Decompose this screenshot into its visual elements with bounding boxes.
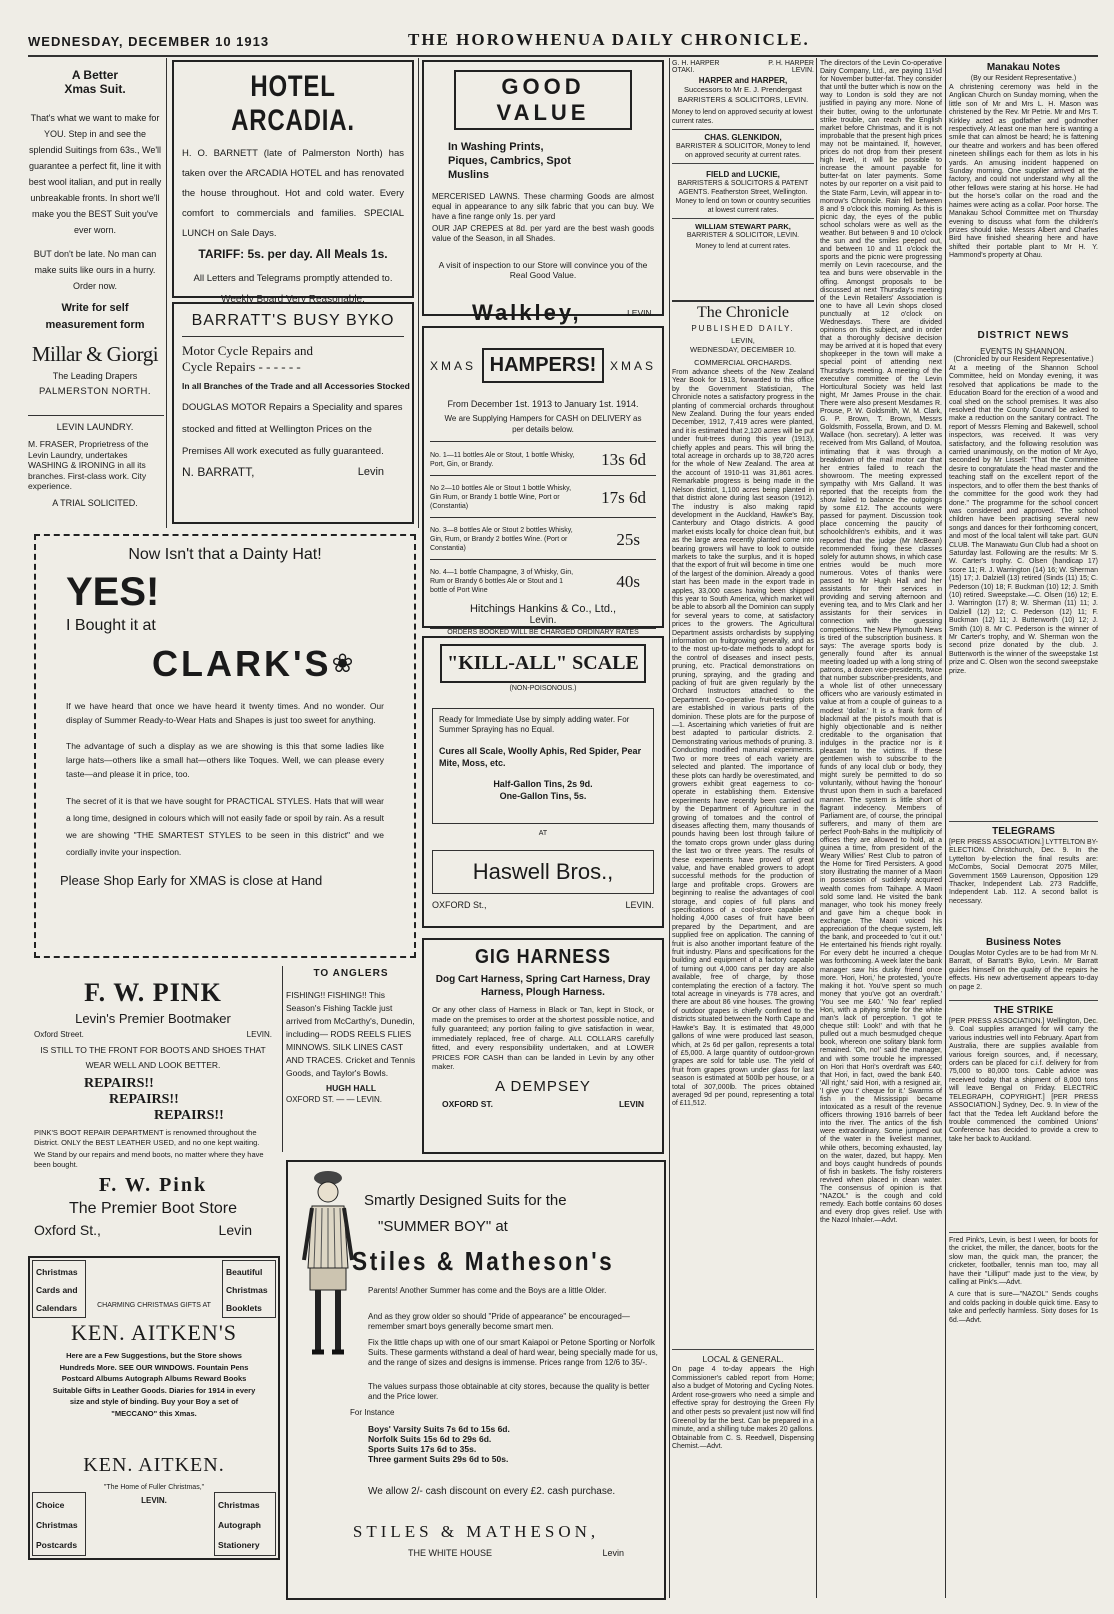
clarks-p2: The advantage of such a display as we are showing is this that some ladies like large hats—others like a small hat—others like Toques. Well, we can please every taste—and please it in price, too. xyxy=(66,741,384,779)
divider xyxy=(28,415,164,416)
column-rule xyxy=(816,58,817,1598)
aitken-bl-box xyxy=(32,1492,86,1556)
killall-town: LEVIN. xyxy=(625,900,654,910)
editorial-column xyxy=(672,304,814,1598)
millar-heading: A Better xyxy=(71,68,119,82)
stiles-ad xyxy=(286,1160,666,1600)
lawyers-name1: HARPER and HARPER, xyxy=(698,76,788,85)
arcadia-body: H. O. BARNETT (late of Palmerston North) has taken over the ARCADIA HOTEL and has renovated the house throughout. Hot and cold water. Every comfort to commercials and families. SPECIAL LUNCH on Sale Days. xyxy=(182,148,404,239)
goodvalue-name: Walkley, xyxy=(472,300,582,325)
pink-street: Oxford Street. xyxy=(34,1030,84,1039)
hampers-no3: No. 3—8 bottles Ale or Stout 2 bottles Whisky, Gin, Rum, or Brandy 2 bottles Wine. (Port or Constantia) xyxy=(430,527,573,552)
laundry-trial: A TRIAL SOLICITED. xyxy=(52,497,138,508)
barratt-l3: In all Branches of the Trade and all Accessories Stocked xyxy=(182,381,410,391)
gig-name: A DEMPSEY xyxy=(495,1077,591,1095)
manakau-sub: (By our Resident Representative.) xyxy=(970,75,1077,82)
aitken-r2: Christmas xyxy=(226,1285,268,1295)
hampers-supply: We are Supplying Hampers for CASH on DELIVERY as per details below. xyxy=(444,414,642,434)
boy-legs xyxy=(318,1290,338,1350)
col4-body: The directors of the Levin Co-operative Dairy Company, Ltd., are paying 11½d for November butter-fat. They consider that until the butter which is now on the way to London is sold they are not justified in paying any more. None of their butter, owing to the unfortunate strike trouble, can reach the English market before Christmas, and it is not improbable that the present high prices may not be maintained. If, however, prices do not drop from their present high level, it will be possible to increase the amount payable for butter-fat on later payments. Some notes by our reporter on a visit paid to the State Farm, Levin, will appear in to-morrow's Chronicle. Rain fell between 8 and 9 o'clock this morning. As this is picnic day, the eyes of the public school scholars were as well as the weather. But between 9 and 10 o'clock the sun and the smiles peeped out, and between 10 and 11 o'clock the sports and the picnic were progressing merrily on Levin racecourse, and the tea and buns were observable in the offing. Amongst proposals to be discussed at next Thursday's meeting of the Levin Retailers' Association is one to have all Levin shops closed punctually at 12 o'clock on Wednesdays. There are divided opinions on this subject, and in order that a thoroughly decisive decision may be arrived at it is hoped that every shopkeeper in the town will make a special point of attending next Thursday's meeting. A meeting of the executive committee of the Levin Horticultural Society was held last night, Mr James Prouse in the chair. There were also present Mesdames R. Prouse, P. W. Goldsmith, W. M. Clark, G. P. Brown, T. Brown, Messrs Goldsmith, Fossella, Brown, and D. M. Wallace (hon. secretary). A letter was received from Mrs Galland, of Moutoa, intimating that it was through a breakdown of the mail motor car that her entries failed to reach the showroom. The meeting expressed sympathy with Mrs Galland. It was reported that the receipts from the show failed to balance the outgoings by some £12. The accounts were passed for payment. Discussion took place concerning the paucity of schoolchildren's exhibits, and it was reported that the judge (Mr McBean) recommended fixing these classes solely for autumn shows, in which case entries would be much more numerous. Votes of thanks were passed to Mr Hugh Hall and her assistants for their services in providing and serving afternoon and evening tea, and to Mrs Clark and her assistants for their services in connection with the guessing competitions. The New Plymouth News is tired of the subscription business. It says: The average sports body is generally found after its annual meeting loaded up with a long string of patrons, a dozen vice-presidents, twice that number subscriber-presidents, and a whole list of other unnecessary officers who are variously estimated in value at from a couple of guineas to a modest 'dollar.' It is a frank form of blackmail at the pistol's mouth that is highly objectionable and is neither creditable to the organisation that indulges in the practice nor is it pleasant to the victims. If these gentlemen wish to subscribe to the funds of any local club or body, they might surely be permitted to do so voluntarily, without having the 'honour' thrust upon them in such a barefaced manner. The system is little short of flagrant indecency. Members of Parliament are, of course, the principal sufferers, and many of them are perfect Pooh-Bahs in the multiplicity of offices they are allowed to hold, at a guinea a time, from president of the Weary Willies' Rest Club to patron of the Home for Tired Persisters. A good story illustrating the manner of a Maori in possession of suddenly acquired wealth comes from Taihape. A Maori sold some land. He visited the bank manager, who took his money freely and gave him a cheque book in exchange. The Maori voiced his appreciation of the cheque system, left the bank, and proceeded to 'cut it out.' He entertained his friends right royally. For every debt he incurred a cheque was forthcoming. A week later the bank manager saw his dusky friend once more. 'Hori, Hori,' he protested, 'you're making it hot. You've spent so much money that you've got an overdraft.' 'You see me £40.' 'No fear' replied Hori, with a pitying smile for the white man's lack of perception. 'I got te cheque still: Look!' and with that he pulled out a much besmudged cheque book, whereon one solitary blank form remained. 'Oh, no!' said the manager, and with some trouble he impressed on Hori that Hori's overdraft was £40; that Hori, in fact, owed the bank £40. 'All right,' said Hori, with a resigned air, 'I give you t' cheque for it.' Swarms of fish in the Mississippi became intoxicated as a result of the revenue officers throwing 1916 barrels of beer into the river. The antics of the fish were extraordinary. Some jumped out of the water in the liveliest manner, while others, becoming exhausted, lay on the water, dazed, but happy. Men and boys caught hundreds of pounds of fish in baskets. The fishy roisterers revived when placed in clean water. The consensus of opinion is that "NAZOL" is the cough and cold remedy. Each bottle contains 60 doses and every drop gives relief. Use with the Nazol Inhaler.—Advt. xyxy=(820,60,942,1225)
aitken-r1: Beautiful xyxy=(226,1267,263,1277)
goodvalue-jap: OUR JAP CREPES at 8d. per yard are the best wash goods value of the Season, in all Shades. xyxy=(432,224,654,243)
aitken-tl-box xyxy=(32,1260,86,1318)
district-events: EVENTS IN SHANNON. xyxy=(980,347,1067,356)
pink-ad xyxy=(28,966,278,1250)
biz-body: Douglas Motor Cycles are to be had from Mr N. Barratt, of Barratt's Byko, Levin. Mr Barratt guides himself on the quality of the repairs he effects. His new advertisement appears to-day on page 2. xyxy=(949,950,1098,991)
hampers-xmas-left: XMAS xyxy=(430,358,477,373)
masthead-title: THE HOROWHENUA DAILY CHRONICLE. xyxy=(408,30,810,49)
goodvalue-items: In Washing Prints, Piques, Cambrics, Spot Muslins xyxy=(448,141,571,181)
barratt-l2: Cycle Repairs - - - - - - xyxy=(182,359,301,374)
millar-body: That's what we want to make for YOU. Step in and see the splendid Suitings from 63s., We'll guarantee a perfect fit, line it with best wool italian, and put in really unbreakable fronts. In short we'll make you the BEST Suit you've ever worn. xyxy=(28,113,162,235)
district-column xyxy=(949,60,1098,1598)
arcadia-board: Weekly Board Very Reasonable. xyxy=(221,294,365,305)
gig-title: GIG HARNESS xyxy=(475,946,611,968)
lawyers-name4: WILLIAM STEWART PARK, xyxy=(695,222,791,231)
biz-title: Business Notes xyxy=(985,937,1062,948)
clarks-foot: Please Shop Early for XMAS is close at Hand xyxy=(60,873,323,888)
laundry-title: LEVIN LAUNDRY. xyxy=(56,422,134,433)
chron-body: From advance sheets of the New Zealand Year Book for 1913, forwarded to this office by the Government Statistician, The Chronicle notes a satisfactory progress in the planting of commercial orchards throughout New Zealand. During the four years ended December, 1912, 7,419 acres were planted, and it is estimated that 2,120 acres will be put under fruit-trees during this year (1913), chiefly apples and pears. This will bring the total acreage in orchards up to 38,720 acres for the whole of New Zealand. The area at the account of 1910-11 was 31,861 acres. Remarkable progress is being made in the Nelson district, 1,100 acres being planted in that district alone during last season (1912). The industry is also making rapid development in the Auckland, Hawke's Bay, Canterbury and Otago districts. A good market exists locally for choice clean fruit, but as the large area recently planted come into bearing growers will have to look to outside markets to take the surplus, and it is hoped that the export of fruit will become in time one of the largest of the dominion. Already a good start has been made in the export trade in apples, 33,000 cases having been shipped this year to South America, which market will be able to absorb all the Dominion can supply for several years to come, at satisfactory prices to the growers. The Agricultural Department assists orchardists by supplying information on fruitgrowing generally, and as to the most up-to-date methods to adopt for the control of diseases and insect pests, pruning, etc. Practical demonstrations on pruning, spraying, and the grading and packing of fruit are given regularly by the Orchard Instructors attached to the Department. Co-operative fruit-testing plots are established in various parts of the dominion. These plots are for the purpose of—1. Ascertaining which varieties of fruit are best adapted to particular districts. 2. Demonstrating various methods of pruning. 3. Conducting modified manurial experiments. Two or more trees of each variety are selected and planted. The importance of these plots can hardly be overestimated, and growers exhibit great eagerness to co-operate in establishing them. Extensive experiments have recently been carried out by the Department of Agriculture in the growing of tomatoes and the control of diseases affecting them, many thousands of pounds having been lost through failure of the tomato crops grown under glass during the last two or three years. The results of these experiments have proved of great value, and have enabled growers to adopt successful methods for the production of large and profitable crops. Growers are beginning to realise the advantages of cool storage, and copies of full plans and specifications of a cool-store capable of holding 4,000 cases of fruit have been prepared by the Department, and are supplied free on application. The canning of fruit is also another important feature of the fruit industry. Plans and specifications for the building and equipment of a factory capable of turning out 4,000 cans per day are also available, free of charge, by those contemplating the erection of a factory. The total acreage in vineyards is 778 acres, and there are about 86 vine houses. The growing of outdoor grapes is chiefly confined to the districts situated between the North Cape and Hawke's Bay. It is estimated that 49,000 gallons of wine were produced last season, which, at 2s 6d per gallon, represents a total of £5,000. A large quantity of outdoor-grown grapes are sold for table use. The yield of fruit from grapes grown under glass for last season is estimated at 500lb per house, or a total of 307,000lb. The prices obtained averaged 9d per pound, representing a total of £11,512. xyxy=(672,369,814,1108)
stiles-s4: Three garment Suits 29s 6d to 50s. xyxy=(368,1454,509,1464)
hampers-dates: From December 1st. 1913 to January 1st. 1914. xyxy=(447,399,639,409)
killall-name: Haswell Bros., xyxy=(432,850,654,894)
millar-town: PALMERSTON NORTH. xyxy=(39,386,151,397)
masthead-date: WEDNESDAY, DECEMBER 10 1913 xyxy=(28,34,270,49)
aitken-br1: Christmas xyxy=(218,1500,260,1510)
column-rule xyxy=(418,58,419,528)
strike-body: [PER PRESS ASSOCIATION.] Wellington, Dec. 9. Coal supplies arranged for will carry the various industries well into February. Apart from Australia, there are supplies available from various foreign sources, and, if necessary, orders can be placed for c.i.f. delivery for from 75,000 to 80,000 tons. Cable advice was received today that a shipment of 8,000 tons will leave Bengal on Friday. ELECTRIC TELEGRAPH, COPYRIGHT.] [PER PRESS ASSOCIATION.] Sydney, Dec. 9. In view of the fact that the Tedea left Auckland before the trouble commenced the combined Unions' Conference has decided to provide a crew to take her back to Auckland. xyxy=(949,1018,1098,1143)
stiles-p1: Parents! Another Summer has come and the Boys are a little Older. xyxy=(368,1286,607,1295)
masthead xyxy=(28,28,1098,52)
killall-at: AT xyxy=(538,830,548,837)
stiles-head2: "SUMMER BOY" at xyxy=(378,1218,508,1235)
lawyers-name3: FIELD and LUCKIE, xyxy=(706,170,780,179)
boy-head xyxy=(318,1182,338,1202)
clarks-ad xyxy=(34,534,416,958)
millar-sub: The Leading Drapers xyxy=(52,371,138,381)
district-events-sub: (Chronicled by our Resident Representative.) xyxy=(953,356,1094,363)
anglers-addr: OXFORD ST. — — LEVIN. xyxy=(286,1095,383,1104)
stiles-p2: And as they grow older so should "Pride of appearance" be encouraged—remember smart boys generally become smart men. xyxy=(368,1312,630,1331)
anglers-name: HUGH HALL xyxy=(325,1083,377,1093)
aitken-br3: Stationery xyxy=(218,1540,260,1550)
pink-sub: Levin's Premier Bootmaker xyxy=(75,1011,231,1026)
killall-body: Ready for Immediate Use by simply adding water. For Summer Spraying has no Equal. xyxy=(439,715,630,734)
aitken-l2: Cards and xyxy=(36,1285,78,1295)
goodvalue-mercer: MERCERISED LAWNS. These charming Goods are almost equal in appearance to any silk fabric that you can buy. We have a fine range only 1s. per yard xyxy=(432,192,654,221)
laundry-body: M. FRASER, Proprietress of the Levin Laundry, undertakes WASHING & IRONING in all its branches. First-class work. City experience. xyxy=(28,439,149,491)
arcadia-letters: All Letters and Telegrams promptly attended to. xyxy=(193,273,393,284)
pink-stand: We Stand by our repairs and mend boots, no matter where they have been bought. xyxy=(34,1150,264,1169)
stiles-head1: Smartly Designed Suits for the xyxy=(364,1192,567,1209)
aitken-levin: LEVIN. xyxy=(141,1496,167,1505)
millar-subheading: Xmas Suit. xyxy=(64,82,126,96)
lawyers-name2: CHAS. GLENKIDON, xyxy=(704,133,782,142)
masthead-rule xyxy=(28,55,1098,57)
column-rule xyxy=(945,58,946,1598)
lawyers-money4: Money to lend at current rates. xyxy=(695,243,791,250)
fred-pink-advt: Fred Pink's, Levin, is best I ween, for boots for the cricket, the miller, the dancer, boots for the slow man, the quick man, the prancer; the cricketer, footballer, tennis man too, may all have their "Lilliput" made just to the view, by calling at Pink's.—Advt. xyxy=(949,1232,1098,1287)
pink-store: The Premier Boot Store xyxy=(68,1200,238,1217)
lawyers-body3: BARRISTERS & SOLICITORS & PATENT AGENTS. Featherston Street, Wellington. Money to lend on town or country securities at lowest current rates. xyxy=(672,179,814,219)
millar-giorgi-ad xyxy=(28,60,162,412)
clarks-yes: YES! xyxy=(66,570,160,614)
column-rule xyxy=(166,58,167,528)
anglers-ad xyxy=(286,966,416,1114)
aitken-bl2: Christmas xyxy=(36,1520,78,1530)
aitken-name: KEN. AITKEN'S xyxy=(70,1320,238,1345)
stiles-s3: Sports Suits 17s 6d to 35s. xyxy=(368,1444,477,1454)
gig-body: Or any other class of Harness in Black or Tan, kept in Stock, or made on the premises to order at the shortest possible notice, and fully guaranteed; any portion failing to give satisfaction in wear, immediately replaced, free of charge. ALL COLLARS carefully fitted, and every responsibility undertaken, and at LOWER PRICES FOR CASH than can be landed in Levin by any other maker. xyxy=(432,1005,654,1071)
aitken-lines: Here are a Few Suggestions, but the Store shows Hundreds More. SEE OUR WINDOWS. Fountain Pens Postcard Albums Autograph Albums Reward Books Suitable Gifts in Leather Goods. Diaries for 1914 in every size and style of binding. Buy your Boy a set of "MECCANO" this Xmas. xyxy=(52,1351,256,1418)
stiles-s1: Boys' Varsity Suits 7s 6d to 15s 6d. xyxy=(368,1424,510,1434)
lawyer-levin: LEVIN. xyxy=(791,67,814,74)
aitken-ad xyxy=(28,1256,280,1560)
barratt-ad xyxy=(172,302,414,524)
chron-date: WEDNESDAY, DECEMBER 10. xyxy=(690,345,796,354)
killall-one: One-Gallon Tins, 5s. xyxy=(499,791,587,801)
killall-ad xyxy=(422,636,664,928)
aitken-l1: Christmas xyxy=(36,1267,78,1277)
killall-sub: (NON-POISONOUS.) xyxy=(509,685,577,692)
goodvalue-visit: A visit of inspection to our Store will convince you of the Real Good Value. xyxy=(438,260,648,280)
aitken-head: CHARMING CHRISTMAS GIFTS AT xyxy=(97,1302,211,1309)
gig-street: OXFORD ST. xyxy=(442,1098,494,1109)
chron-pub: PUBLISHED DAILY. xyxy=(691,324,795,333)
clarks-p3: The secret of it is that we have sought for PRACTICAL STYLES. Hats that will wear a long time, designed in colours which will not easily fade or spoil by rain. As a result we are showing "THE SMARTEST STYLES to be seen in this district" and we cordially invite your inspection. xyxy=(66,796,384,857)
gig-harness-ad xyxy=(422,938,664,1154)
pink-levin: Levin xyxy=(218,1222,252,1238)
barratt-body: DOUGLAS MOTOR Repairs a Speciality and spares stocked and fitted at Wellington Prices on the Premises All work executed as fully guaranteed. xyxy=(182,402,403,457)
barratt-name: N. BARRATT, xyxy=(182,465,255,479)
lawyers-money1: Money to lend on approved security at lowest current rates. xyxy=(672,108,814,130)
column-rule xyxy=(282,966,283,1152)
hampers-ad xyxy=(422,326,664,636)
hampers-p3: 25s xyxy=(616,529,640,549)
nazol-advt: A cure that is sure—"NAZOL" Sends coughs and colds packing in double quick time. Easy to take and perfectly harmless. Sixty doses for 1s 6d.—Advt. xyxy=(949,1291,1098,1324)
pink-rep2: REPAIRS!! xyxy=(109,1092,179,1107)
anglers-title: TO ANGLERS xyxy=(313,968,389,979)
pink-dept: PINK'S BOOT REPAIR DEPARTMENT is renowned throughout the District. ONLY the BEST LEATHER USED, and no one kept waiting. xyxy=(34,1128,260,1147)
barratt-town: Levin xyxy=(357,466,384,478)
aitken-bl1: Choice xyxy=(36,1500,65,1510)
aitken-br2: Autograph xyxy=(218,1520,261,1530)
millar-name: Millar & Giorgi xyxy=(31,342,159,366)
killall-cures: Cures all Scale, Woolly Aphis, Red Spider, Pear Mite, Moss, etc. xyxy=(439,746,642,768)
manakau-body: A christening ceremony was held in the Anglican Church on Sunday morning, when the little son of Mr and Mrs L. H. Mason was christened by the Rev. Mr Petrie. Mr and Mrs T. Kirkley acted as godfather and godmother respectively. At least one man here is wanting a smile that can almost be heard; he is fattening our theatre and workers and has been offered nineteen shillings each for them as lots in his yards. An amusing incident happened on Sunday morning. One supplier arrived at the factory, and could not understand why all the other fellows were staring at his horse. He had but the horse's collar on the road and the haimes were acting as a collar. Poor horse. The Manakau School Committee met on Thursday evening to discuss what form the children's prizes should take. Messrs Albert and Charles Bird have finished shearing here and have shifted their portable plant to Mr H. Y. Hammond's property at Ohau. xyxy=(949,84,1098,260)
hotel-arcadia-ad xyxy=(172,60,414,305)
barratt-l1: Motor Cycle Repairs and xyxy=(182,343,314,358)
aitken-l3: Calendars xyxy=(36,1303,78,1313)
stiles-foot: STILES & MATHESON, xyxy=(352,1522,600,1541)
chron-town: LEVIN, xyxy=(731,336,755,345)
pink-rep1: REPAIRS!! xyxy=(84,1076,154,1091)
lawyer-otaki: OTAKI. xyxy=(672,67,695,74)
pink-town: LEVIN. xyxy=(246,1030,272,1039)
killall-half: Half-Gallon Tins, 2s 9d. xyxy=(493,779,593,789)
anglers-body: FISHING!! FISHING!! This Season's Fishing Tackle just arrived from McCarthy's, Dunedin, including— RODS REELS FLIES MINNOWS. SILK LINES CAST AND TRACES. Cricket and Tennis Goods, and Taylor's Bowls. xyxy=(286,990,416,1078)
chron-title: The Chronicle xyxy=(697,304,789,321)
chron-local: LOCAL & GENERAL. xyxy=(672,1349,814,1364)
pink-oxford: Oxford St., xyxy=(34,1222,101,1238)
lawyers-body2: BARRISTER & SOLICITOR, Money to lend on approved security at current rates. xyxy=(672,142,814,164)
clarks-top: Now Isn't that a Dainty Hat! xyxy=(128,546,322,563)
aitken-tr-box xyxy=(222,1260,276,1318)
millar-body2: BUT don't be late. No man can make suits like ours in a hurry. Order now. xyxy=(33,249,157,291)
column-rule xyxy=(669,58,670,1598)
stiles-name: Stiles & Matheson's xyxy=(352,1246,615,1276)
arcadia-tariff: TARIFF: 5s. per day. All Meals 1s. xyxy=(198,247,388,261)
pink-name: F. W. PINK xyxy=(84,978,222,1007)
hampers-no1: No. 1—11 bottles Ale or Stout, 1 bottle Whisky, Port, Gin, or Brandy. xyxy=(430,451,575,468)
lawyer-p: P. H. HARPER xyxy=(768,60,814,67)
lawyers-column xyxy=(672,60,814,298)
clarks-name: CLARK'S xyxy=(152,643,332,684)
gig-town: LEVIN xyxy=(618,1098,644,1109)
hampers-xmas-right: XMAS xyxy=(609,358,656,373)
stiles-p3: Fix the little chaps up with one of our smart Kaiapoi or Petone Sporting or Norfolk Suits. These garments withstand a deal of hard wear, being specially made for us, and the range of sizes and designs is immense. Prices range from 12/6 to 35/-. xyxy=(368,1338,658,1367)
killall-title: "KILL-ALL" SCALE xyxy=(440,644,646,683)
goodvalue-title: GOOD VALUE xyxy=(454,70,632,130)
hampers-no4: No. 4—1 bottle Champagne, 3 of Whisky, Gin, Rum or Brandy 6 bottles Ale or Stout and 1 bottle of Port Wine xyxy=(430,569,574,594)
gig-sub: Dog Cart Harness, Spring Cart Harness, Dray Harness, Plough Harness. xyxy=(435,974,651,998)
stiles-for: For Instance xyxy=(350,1408,395,1417)
stiles-town: Levin xyxy=(602,1548,624,1558)
pink-rep3: REPAIRS!! xyxy=(154,1108,224,1123)
lawyer-g: G. H. HARPER xyxy=(672,60,720,67)
hampers-name: Hitchings Hankins & Co., Ltd., xyxy=(469,603,617,615)
boy-shorts xyxy=(310,1268,346,1290)
stiles-s2: Norfolk Suits 15s 6d to 29s 6d. xyxy=(368,1434,492,1444)
stiles-house: THE WHITE HOUSE xyxy=(408,1548,493,1558)
hampers-no2: No 2—10 bottles Ale or Stout 1 bottle Whisky, Gin Rum, or Brandy 1 bottle Wine, Port or (Constantia) xyxy=(430,485,572,510)
goodvalue-town: LEVIN. xyxy=(627,308,654,318)
aitken-name2: KEN. AITKEN. xyxy=(83,1454,225,1476)
hampers-p2: 17s 6d xyxy=(601,487,646,507)
tele-title: TELEGRAMS xyxy=(949,821,1098,837)
aitken-home: "The Home of Fuller Christmas," xyxy=(103,1484,205,1491)
tele-body: [PER PRESS ASSOCIATION.] LYTTELTON BY-ELECTION. Christchurch, Dec. 9. In the Lyttelton by-election the final results are: McCombs, Social Democrat 2075 Miller, Government 1569 Laurenson, Opposition 129 Thacker, Independent Lab. 273 Radcliffe, Independent Lab. 112. A second ballot is necessary. xyxy=(949,839,1098,905)
hampers-p1: 13s 6d xyxy=(601,449,646,469)
laundry-ad xyxy=(28,420,162,520)
clarks-p1: If we have heard that once we have heard it twenty times. And no wonder. Our display of Summer Ready-to-Wear Hats and Shapes is just too sweet for anything. xyxy=(66,701,384,725)
hampers-foot: ORDERS BOOKED WILL BE CHARGED ORDINARY RATES xyxy=(430,628,656,636)
lawyers-body4: BARRISTER & SOLICITOR, LEVIN. xyxy=(686,232,800,239)
chron-local-body: On page 4 to-day appears the High Commissioner's cabled report from Home; also a budget of Motoring and Cycling Notes. Ardent rose-growers who need a simple and effective spray for destroying the Green Fly and other pests so prevalent just now will find Greenol by far the best. Can be prepared in a minute, and a shilling tube makes 20 gallons. Obtainable from C. S. Reedwell, Dispensing Chemist.—Advt. xyxy=(672,1366,814,1451)
killall-street: OXFORD St., xyxy=(432,900,487,910)
lawyers-body1: Successors to Mr E. J. Prendergast BARRISTERS & SOLICITORS, LEVIN. xyxy=(677,85,809,104)
district-body: At a meeting of the Shannon School Committee, held on Monday evening, it was resolved that applications be made to the Education Board for the erection of a wood and coal shed on the school premises. It was also resolved that the County Council be asked to make a reduction on the sanitary contract. The report of Messrs Fleming and Bakewell, school inspectors, was received. It was very satisfactory, and the following resolution was carried unanimously, on the motion of Mr Ayo, seconded by Mr Lissell: "That the Committee desire to congratulate the head master and the teaching staff on the excellent report of the inspectors, and to offer them the best thanks of the committee for the good work they had done." The programme for the school concert was considered and approved. The school children have been practising several new songs and dances for their forthcoming concert, and most of the local talent will take part. GUN CLUB. The Manawatu Gun Club had a shoot on Saturday last. Following are the results: Mr S. W. Carter's trophy. C. Olsen (handicap 17) score 11; R. J. Warrington (14) 16; W. Sherman (15) 17; J. Dalziell (13) retired (Sinds (11) 15; C. Pederson (10) 18; F. Buckman (10) 12; J. Smith (10) retired. Sweepstake.—C. Olsen (16) 12; E. J. Warrington (17) 8; W. Sherman (11) 11; J. Dalziell (12) 12; C. Pederson (12) 11; F. Buckman (12) 11; J. Butterworth (10) 12; J. Smith (10) 8. Mr C. Pederson is the winner of Mr Carter's trophy, and W. Sherman won the second prize donated by the club. J. Butterworth is the winner of the sweepstake 1st prize and C. Olsen won the second sweepstake prize. xyxy=(949,365,1098,675)
aitken-br-box xyxy=(214,1492,276,1556)
pink-body: IS STILL TO THE FRONT FOR BOOTS AND SHOES THAT WEAR WELL AND LOOK BETTER. xyxy=(40,1045,266,1070)
clarks-bought: I Bought it at xyxy=(66,617,156,634)
aitken-bl3: Postcards xyxy=(36,1540,78,1550)
aitken-r3: Booklets xyxy=(226,1303,262,1313)
hampers-title: HAMPERS! xyxy=(482,348,605,383)
barratt-title: BARRATT'S BUSY BYKO xyxy=(182,308,404,337)
millar-write: Write for self measurement form xyxy=(45,302,145,331)
killall-inner-box xyxy=(432,708,654,824)
hampers-p4: 40s xyxy=(616,571,640,591)
manakau-title: Manakau Notes xyxy=(986,62,1061,73)
arcadia-title: HOTEL ARCADIA. xyxy=(231,70,355,137)
pink-name2: F. W. Pink xyxy=(98,1174,208,1196)
strike-title: THE STRIKE xyxy=(949,1000,1098,1016)
divider xyxy=(672,300,814,302)
chron-sub: COMMERCIAL ORCHARDS. xyxy=(694,358,792,367)
news-column xyxy=(820,60,942,1598)
hampers-town: Levin. xyxy=(529,615,557,626)
flourish-icon: ❀ xyxy=(331,649,354,678)
goodvalue-ad xyxy=(422,60,664,325)
stiles-p4: The values surpass those obtainable at city stores, because the quality is better and the Price lower. xyxy=(368,1382,650,1401)
district-title: DISTRICT NEWS xyxy=(977,330,1070,341)
stiles-allow: We allow 2/- cash discount on every £2. cash purchase. xyxy=(368,1486,616,1497)
